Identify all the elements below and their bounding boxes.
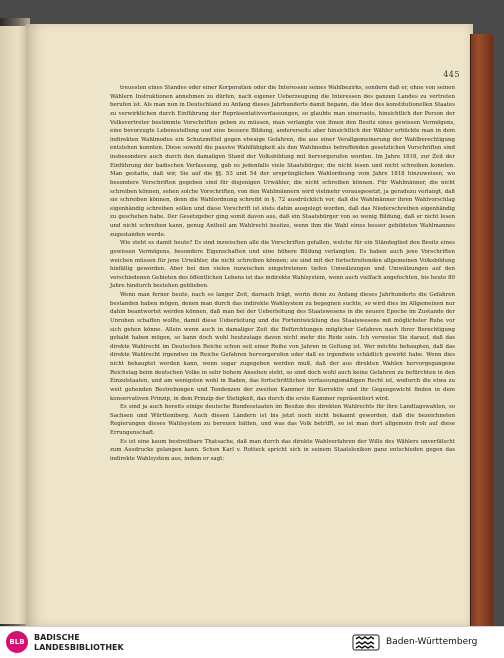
library-name[interactable] xyxy=(34,633,124,653)
book-cover-edge xyxy=(470,34,493,626)
library-name-line1: BADISCHE xyxy=(34,633,80,642)
library-name-line2: LANDESBIBLIOTHEK xyxy=(34,643,124,652)
paragraph: treuesten eines Standes oder einer Korporation oder die Interessen seines Wahlbezirks, sondern daß er, ohne von seinen Wählern Instruktionen annehmen zu dürfen, nach eigener Ueberzeugung die Interessen des ganzen Landes zu vertreten berufen ist. Als man nun in Deutschland zu Anfang dieses Jahrhunderts damit begann, die Idee des konstitutionellen Staates zu verwirklichen durch Einführung der Repräsentativverfassungen, so glaubte man einerseits, hinsichtlich der Person der Volksvertreter bestimmte Vorschriften geben zu müssen, man verlangte von ihnen den Besitz eines gewissen Vermögens, eine bevorzugte Lebensstellung und eine bessere Bildung, andererseits aber hinsichtlich der Wähler erblickte man in dem indirekten Wahlmodus ein Schutzmittel gegen etwaige Gefahren, die aus einer Verallgemeinerung der Wahlberechtigung entstehen konnten. Diese sowohl die passive Wahlfähigkeit als den Wahlmodus betreffenden gesetzlichen Vorschriften sind insbesondere auch durch den damaligen Stand der Volksbildung mit hervorgerufen worden. Im Jahre 1818, zur Zeit der Einführung der badischen Verfassung, gab es jedenfalls viele Staatsbürger, die nicht lesen und nicht schreiben konnten. Man gestatte, daß wir, Sie auf die §§. 53 und 54 der ursprünglichen Wahlordnung vom Jahre 1818 hinzuweisen, wo besondere Vorschriften gegeben sind für diejenigen Urwähler, die nicht schreiben können. Für Wahlmänner, die nicht schreiben können, sehen solche Vorschriften, von den Wahlmännern wird vielmehr vorausgesetzt, ja geradezu verlangt, daß sie schreiben können, denn die Wahlordnung schreibt in §. 72 ausdrücklich vor, daß die Wahlmänner ihren Wahlvorschlag eigenhändig schreiben sollen und diese Vorschrift ist stets dahin ausgelegt worden, daß das Niederschreiben eigenhändig zu geschehen habe. Der Gesetzgeber ging somit davon aus, daß ein Staatsbürger von so wenig Bildung, daß er nicht lesen und nicht schreiben kann, genug Antheil am Wahlrecht besitze, wenn ihm die Wahl eines besser gebildeten Wahlmannes zugestanden werde. xyxy=(110,85,455,238)
page-text xyxy=(110,84,455,464)
page-number: 445 xyxy=(443,70,460,79)
left-page-edge xyxy=(0,26,27,624)
paragraph: Es ist eine kaum bestreitbare Thatsache, daß man durch das direkte Wahlverfahren der Wille des Wählers unverfälscht zum Ausdrucke gelangen kann. Schon Karl v. Rotteck spricht sich in seinem Staatslexikon ganz entschieden gegen das indirekte Wahlsystem aus, indem er sagt: xyxy=(110,438,455,462)
paragraph: Es sind ja auch bereits einige deutsche Bundesstaaten im Besitze des direkten Wahlrechts für ihre Landtagswahlen, so Sachsen und Württemberg. Auch diesen Ländern ist bis jetzt noch nicht bekannt geworden, daß die bezeichneten Regierungen dieses Wahlsystem zu bereuen hätten, und was das Volk betrifft, so ist man dort allgemein froh auf diese Errungenschaft. xyxy=(110,404,455,436)
paragraph: Wenn man ferner heute, nach so langer Zeit, darnach frägt, worin denn zu Anfang dieses Jahrhunderts die Gefahren bestanden haben mögen, denen man durch das indirekte Wahlsystem zu begegnen suchte, so wird dies im Allgemeinen nur dahin beantwortet werden können, daß man bei der Ueberleitung des Staatswesens in die neuere Epoche im Zustande der Unruhen schaffen wollte, damit diese Ueberleitung und die Fortentwicklung des Staatswesens mit möglichster Ruhe vor sich gehen könne. Allein wenn auch in damaliger Zeit die Befürchtungen möglicher Gefahren nach ihrer Berechtigung gehabt haben mögen, so kann doch wohl heutzutage davon nicht mehr die Rede sein. Ich verweise Sie darauf, daß das direkte Wahlrecht im Deutschen Reiche schon seit einer Reihe von Jahren in Geltung ist. Wer möchte behaupten, daß das direkte Wahlrecht irgendwo im Reiche Gefahren hervorgerufen oder daß es irgendwie schädlich gewirkt habe. Wenn dies nicht behauptet werden kann, wenn sogar zugegeben werden muß, daß der aus direkten Wahlen hervorgegangene Reichstag beim deutschen Volke in sehr hohem Ansehen steht, so sind doch wohl auch keine Gefahren zu befürchten in den Einzelstaaten, und am wenigsten wohl in Baden, das fortschrittlichen verfassungsmäßigen Recht ist, wodurch die etwa zu weit gehenden Bestrebungen und Tendenzen der zweiten Kammer ihr Korrektiv und ihr Gegengewicht finden in dem konservativen Prinzip, in dem Prinzip der Stetigkeit, das durch die erste Kammer repräsentiert wird. xyxy=(110,292,455,402)
state-name[interactable]: Baden-Württemberg xyxy=(386,637,478,647)
paragraph: Wie steht es damit heute? Es sind inzwischen alle die Vorschriften gefallen, welche für ein Ständeglied den Besitz eines gewissen Vermögens, besondere Eigenschaften und eine höhere Bildung verlangten. Es haben auch jene Vorschriften weichen müssen für jene Urwähler, die nicht schreiben können; sie sind mit der fortschreitenden allgemeinen Volksbildung hinfällig geworden. Aber bei den vielen inzwischen eingetretenen tiefen Umwälzungen und Umwälzungen auf den verschiedenen Gebieten des öffentlichen Lebens ist das indirekte Wahlsystem, wenn auch vielfach angefochten, bis heute 80 Jahre hindurch bestehen geblieben. xyxy=(110,240,455,290)
blb-logo[interactable]: BLB xyxy=(6,631,28,653)
baden-wuerttemberg-coat-of-arms-icon[interactable] xyxy=(352,633,380,652)
footer-bar xyxy=(0,626,504,658)
